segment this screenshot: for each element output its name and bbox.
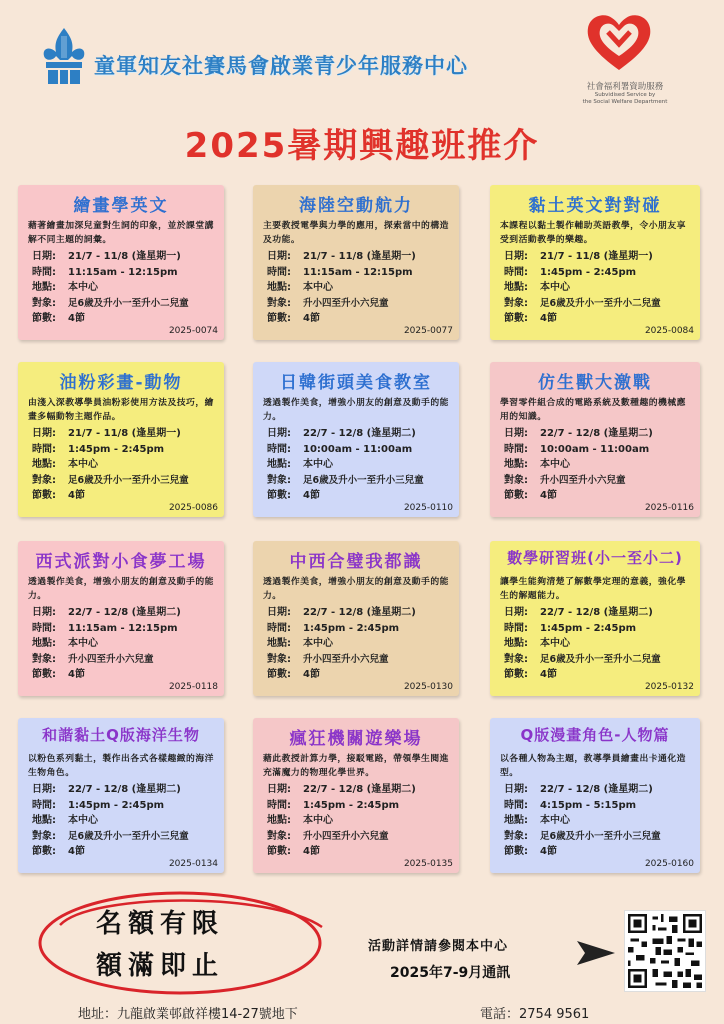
course-place-label: 地點:: [504, 459, 528, 470]
course-time-label: 時間:: [504, 799, 528, 811]
course-place-row: [267, 457, 453, 473]
course-target-label: 對象:: [504, 297, 528, 309]
course-target-row: [32, 296, 218, 312]
course-time-row: [267, 265, 453, 281]
course-date-label: 日期:: [504, 784, 528, 795]
course-date-row: [267, 426, 453, 442]
course-sessions-value: 4節: [68, 846, 85, 857]
course-time-label: 時間:: [32, 622, 56, 634]
course-card: [253, 185, 459, 340]
course-time-value: 10:00am - 11:00am: [303, 443, 413, 455]
course-place-value: 本中心: [540, 815, 570, 826]
course-description: 學習零件組合成的電路系統及數種趣的機械應用的知識。: [500, 398, 686, 422]
qr-code[interactable]: [624, 910, 706, 992]
course-sessions-label: 節數:: [504, 669, 528, 680]
course-target-value: 足6歲及升小一至升小三兒童: [68, 474, 189, 486]
course-target-label: 對象:: [267, 653, 291, 665]
course-info: [32, 605, 218, 683]
course-time-row: [267, 798, 453, 814]
course-target-label: 對象:: [267, 830, 291, 842]
course-time-value: 1:45pm - 2:45pm: [68, 443, 165, 455]
course-target-label: 對象:: [32, 297, 56, 309]
course-date-value: 22/7 - 12/8 (逢星期二): [540, 428, 653, 439]
course-sessions-value: 4節: [68, 669, 85, 680]
course-time-row: [504, 265, 694, 281]
course-description: 主要教授電學與力學的應用，探索當中的構造及功能。: [263, 221, 449, 245]
course-title: 黏土英文對對碰: [528, 196, 662, 216]
course-place-label: 地點:: [504, 638, 528, 649]
course-place-value: 本中心: [540, 638, 570, 649]
course-place-row: [504, 813, 694, 829]
course-time-value: 4:15pm - 5:15pm: [540, 799, 637, 811]
course-date-value: 22/7 - 12/8 (逢星期二): [303, 784, 416, 795]
course-date-value: 21/7 - 11/8 (逢星期一): [540, 251, 653, 262]
course-place-row: [504, 457, 694, 473]
course-info: [267, 605, 453, 683]
course-target-value: 足6歲及升小一至升小三兒童: [303, 474, 424, 486]
course-target-value: 升小四至升小六兒童: [303, 297, 389, 309]
course-date-value: 21/7 - 11/8 (逢星期一): [303, 251, 416, 262]
swd-label-en: [570, 92, 680, 106]
course-date-label: 日期:: [32, 607, 56, 618]
course-time-label: 時間:: [32, 799, 56, 811]
page-title: 2025暑期興趣班推介: [184, 126, 540, 166]
course-sessions-label: 節數:: [32, 669, 56, 680]
course-date-label: 日期:: [504, 251, 528, 262]
course-description: 透過製作美食，增強小朋友的創意及動手的能力。: [263, 398, 449, 422]
course-info: [32, 782, 218, 860]
scout-fleur-de-lis-logo: [40, 26, 88, 86]
course-date-row: [32, 249, 218, 265]
course-card: [253, 541, 459, 696]
course-sessions-row: [267, 844, 453, 860]
course-sessions-row: [504, 667, 694, 683]
course-card: [253, 718, 459, 873]
course-time-value: 10:00am - 11:00am: [540, 443, 650, 455]
footer-address: 地址：九龍啟業邨啟祥樓14-27號地下: [78, 1007, 298, 1022]
course-time-row: [32, 798, 218, 814]
course-place-value: 本中心: [68, 638, 98, 649]
course-card: [490, 718, 700, 873]
course-card: [490, 185, 700, 340]
footer-telephone: 電話：2754 9561: [480, 1007, 590, 1022]
header: [0, 0, 724, 110]
course-time-label: 時間:: [267, 443, 291, 455]
organization-name: 童軍知友社賽馬會啟業青少年服務中心: [94, 54, 468, 78]
course-sessions-value: 4節: [303, 669, 320, 680]
course-date-label: 日期:: [504, 607, 528, 618]
course-time-value: 1:45pm - 2:45pm: [540, 266, 637, 278]
course-place-label: 地點:: [267, 638, 291, 649]
course-target-label: 對象:: [32, 474, 56, 486]
course-target-row: [267, 652, 453, 668]
course-place-value: 本中心: [540, 282, 570, 293]
course-time-row: [504, 621, 694, 637]
course-code: 2025-0160: [644, 859, 694, 869]
course-title: 瘋狂機關遊樂場: [289, 729, 423, 749]
course-time-row: [32, 442, 218, 458]
course-target-row: [504, 829, 694, 845]
course-sessions-row: [267, 311, 453, 327]
swd-label-cn: 社會福利署資助服務: [586, 82, 664, 92]
course-date-value: 22/7 - 12/8 (逢星期二): [68, 784, 181, 795]
course-sessions-value: 4節: [68, 490, 85, 501]
course-title: 海陸空動航力: [299, 196, 413, 216]
course-description: 藉著繪畫加深兒童對生詞的印象，並於課堂講解不同主題的詞彙。: [28, 221, 214, 245]
course-place-value: 本中心: [68, 459, 98, 470]
course-title: 和諧黏土Q版海洋生物: [42, 726, 200, 744]
course-code: 2025-0130: [403, 682, 453, 692]
course-target-label: 對象:: [267, 474, 291, 486]
course-description: 以粉色系列黏土，製作出各式各樣趣緻的海洋生物角色。: [28, 754, 214, 778]
course-date-label: 日期:: [267, 784, 291, 795]
course-code: 2025-0110: [403, 503, 453, 513]
course-time-label: 時間:: [504, 622, 528, 634]
course-place-label: 地點:: [267, 282, 291, 293]
course-sessions-row: [32, 311, 218, 327]
course-info: [504, 782, 694, 860]
course-description: 由淺入深教導學員油粉彩使用方法及技巧，繪畫多幅動物主題作品。: [28, 398, 214, 422]
course-code: 2025-0086: [168, 503, 218, 513]
course-sessions-row: [504, 844, 694, 860]
course-target-value: 升小四至升小六兒童: [68, 653, 154, 665]
course-place-row: [32, 636, 218, 652]
limited-quota-notice: [30, 885, 350, 1000]
course-time-label: 時間:: [504, 266, 528, 278]
course-title: 繪畫學英文: [73, 196, 169, 216]
course-info: [267, 426, 453, 504]
course-target-row: [504, 652, 694, 668]
course-date-row: [504, 605, 694, 621]
course-date-label: 日期:: [267, 428, 291, 439]
course-time-value: 11:15am - 12:15pm: [303, 266, 413, 278]
course-place-row: [267, 813, 453, 829]
course-time-value: 1:45pm - 2:45pm: [68, 799, 165, 811]
course-code: 2025-0134: [168, 859, 218, 869]
course-card: [490, 541, 700, 696]
course-time-label: 時間:: [267, 799, 291, 811]
course-target-value: 足6歲及升小一至升小三兒童: [68, 830, 189, 842]
course-time-value: 1:45pm - 2:45pm: [540, 622, 637, 634]
course-place-row: [32, 457, 218, 473]
course-target-label: 對象:: [504, 474, 528, 486]
course-sessions-row: [32, 667, 218, 683]
swd-heart-logo: [584, 10, 654, 74]
course-card: [253, 362, 459, 517]
course-place-row: [504, 636, 694, 652]
course-date-row: [504, 782, 694, 798]
course-target-row: [267, 296, 453, 312]
course-info: [504, 605, 694, 683]
course-place-value: 本中心: [68, 815, 98, 826]
course-target-row: [504, 473, 694, 489]
course-sessions-label: 節數:: [267, 313, 291, 324]
course-card: [18, 718, 224, 873]
course-target-value: 足6歲及升小一至升小二兒童: [68, 297, 189, 309]
course-title: 數學研習班(小一至小二): [507, 549, 683, 567]
course-time-label: 時間:: [267, 266, 291, 278]
course-target-label: 對象:: [504, 653, 528, 665]
course-date-label: 日期:: [32, 428, 56, 439]
course-target-row: [267, 473, 453, 489]
course-sessions-row: [267, 667, 453, 683]
course-sessions-row: [32, 844, 218, 860]
course-target-row: [32, 652, 218, 668]
course-sessions-row: [267, 488, 453, 504]
course-time-row: [32, 265, 218, 281]
course-time-row: [504, 798, 694, 814]
course-code: 2025-0116: [644, 503, 694, 513]
course-info: [504, 249, 694, 327]
course-time-value: 1:45pm - 2:45pm: [303, 622, 400, 634]
course-time-value: 1:45pm - 2:45pm: [303, 799, 400, 811]
course-time-label: 時間:: [32, 443, 56, 455]
course-card: [18, 362, 224, 517]
course-card: [18, 185, 224, 340]
course-card: [490, 362, 700, 517]
course-target-label: 對象:: [267, 297, 291, 309]
course-sessions-label: 節數:: [32, 490, 56, 501]
course-sessions-row: [504, 311, 694, 327]
course-target-row: [32, 829, 218, 845]
course-description: 透過製作美食，增強小朋友的創意及動手的能力。: [28, 577, 214, 601]
course-sessions-value: 4節: [303, 490, 320, 501]
course-info: [32, 249, 218, 327]
course-code: 2025-0077: [403, 326, 453, 336]
course-sessions-value: 4節: [540, 669, 557, 680]
course-title: Q版漫畫角色-人物篇: [520, 726, 670, 744]
swd-label-en-2: the Social Welfare Department: [582, 99, 668, 105]
course-target-row: [32, 473, 218, 489]
course-sessions-value: 4節: [303, 846, 320, 857]
course-time-value: 11:15am - 12:15pm: [68, 622, 178, 634]
course-description: 藉此教授計算力學，接駁電路，帶領學生閱進充滿魔力的物理化學世界。: [263, 754, 449, 778]
course-place-row: [504, 280, 694, 296]
course-date-label: 日期:: [32, 251, 56, 262]
course-place-label: 地點:: [267, 459, 291, 470]
course-sessions-value: 4節: [68, 313, 85, 324]
course-sessions-value: 4節: [540, 313, 557, 324]
course-time-row: [267, 621, 453, 637]
course-place-label: 地點:: [32, 459, 56, 470]
course-info: [267, 782, 453, 860]
limited-line-1: 名額有限: [95, 909, 224, 939]
course-time-value: 11:15am - 12:15pm: [68, 266, 178, 278]
course-date-label: 日期:: [504, 428, 528, 439]
course-target-value: 升小四至升小六兒童: [540, 474, 626, 486]
swd-label-en-1: Subvidised Service by: [594, 92, 656, 98]
course-date-value: 22/7 - 12/8 (逢星期二): [303, 428, 416, 439]
course-sessions-label: 節數:: [32, 846, 56, 857]
course-place-row: [32, 813, 218, 829]
course-place-label: 地點:: [32, 638, 56, 649]
course-place-row: [267, 280, 453, 296]
course-target-row: [504, 296, 694, 312]
course-title: 日韓街頭美食教室: [280, 373, 432, 393]
course-target-label: 對象:: [32, 653, 56, 665]
course-place-value: 本中心: [303, 638, 333, 649]
course-sessions-value: 4節: [303, 313, 320, 324]
course-sessions-row: [504, 488, 694, 504]
course-code: 2025-0118: [168, 682, 218, 692]
course-date-label: 日期:: [267, 607, 291, 618]
course-date-row: [267, 782, 453, 798]
course-place-value: 本中心: [303, 815, 333, 826]
course-card: [18, 541, 224, 696]
course-code: 2025-0074: [168, 326, 218, 336]
course-place-label: 地點:: [504, 282, 528, 293]
course-title: 油粉彩畫-動物: [59, 373, 183, 393]
course-target-label: 對象:: [32, 830, 56, 842]
course-date-value: 21/7 - 11/8 (逢星期一): [68, 251, 181, 262]
course-time-label: 時間:: [32, 266, 56, 278]
course-sessions-value: 4節: [540, 490, 557, 501]
course-date-row: [32, 426, 218, 442]
arrow-right-icon: [575, 935, 619, 971]
course-target-row: [267, 829, 453, 845]
course-sessions-row: [32, 488, 218, 504]
info-line-1: 活動詳情請參閱本中心: [368, 939, 509, 954]
course-sessions-label: 節數:: [267, 669, 291, 680]
course-date-value: 22/7 - 12/8 (逢星期二): [540, 784, 653, 795]
course-place-value: 本中心: [540, 459, 570, 470]
course-sessions-label: 節數:: [504, 490, 528, 501]
course-target-value: 足6歲及升小一至升小三兒童: [540, 830, 661, 842]
course-target-value: 升小四至升小六兒童: [303, 653, 389, 665]
course-info: [504, 426, 694, 504]
course-time-label: 時間:: [267, 622, 291, 634]
course-time-row: [504, 442, 694, 458]
course-date-value: 22/7 - 12/8 (逢星期二): [540, 607, 653, 618]
course-time-row: [32, 621, 218, 637]
course-description: 以各種人物為主題，教導學員繪畫出卡通化造型。: [500, 754, 686, 778]
course-code: 2025-0135: [403, 859, 453, 869]
course-description: 讓學生能夠清楚了解數學定理的意義，強化學生的解題能力。: [500, 577, 686, 601]
course-code: 2025-0084: [644, 326, 694, 336]
course-date-row: [504, 426, 694, 442]
course-target-value: 升小四至升小六兒童: [303, 830, 389, 842]
course-time-label: 時間:: [504, 443, 528, 455]
course-place-value: 本中心: [303, 459, 333, 470]
course-date-row: [504, 249, 694, 265]
course-sessions-label: 節數:: [504, 313, 528, 324]
course-date-row: [267, 249, 453, 265]
course-info: [267, 249, 453, 327]
course-place-label: 地點:: [32, 815, 56, 826]
course-place-label: 地點:: [267, 815, 291, 826]
course-sessions-label: 節數:: [267, 490, 291, 501]
course-target-label: 對象:: [504, 830, 528, 842]
course-description: 本課程以黏土製作輔助英語教學，令小朋友享受到活動教學的樂趣。: [500, 221, 686, 245]
course-title: 西式派對小食夢工場: [35, 552, 207, 572]
course-date-row: [267, 605, 453, 621]
course-time-row: [267, 442, 453, 458]
course-date-label: 日期:: [267, 251, 291, 262]
course-date-label: 日期:: [32, 784, 56, 795]
course-sessions-label: 節數:: [267, 846, 291, 857]
limited-line-2: 額滿即止: [95, 951, 224, 981]
course-info: [32, 426, 218, 504]
course-title: 中西合璧我都識: [289, 552, 423, 572]
course-date-row: [32, 605, 218, 621]
course-place-value: 本中心: [303, 282, 333, 293]
course-title: 仿生獸大激戰: [538, 373, 652, 393]
course-sessions-label: 節數:: [32, 313, 56, 324]
course-place-value: 本中心: [68, 282, 98, 293]
course-sessions-value: 4節: [540, 846, 557, 857]
info-line-2: 2025年7-9月通訊: [390, 965, 511, 981]
course-target-value: 足6歲及升小一至升小二兒童: [540, 297, 661, 309]
course-place-label: 地點:: [32, 282, 56, 293]
course-date-row: [32, 782, 218, 798]
course-date-value: 22/7 - 12/8 (逢星期二): [68, 607, 181, 618]
course-date-value: 22/7 - 12/8 (逢星期二): [303, 607, 416, 618]
course-date-value: 21/7 - 11/8 (逢星期一): [68, 428, 181, 439]
course-place-row: [267, 636, 453, 652]
course-place-row: [32, 280, 218, 296]
course-code: 2025-0132: [644, 682, 694, 692]
course-place-label: 地點:: [504, 815, 528, 826]
course-sessions-label: 節數:: [504, 846, 528, 857]
course-target-value: 足6歲及升小一至升小二兒童: [540, 653, 661, 665]
course-description: 透過製作美食，增強小朋友的創意及動手的能力。: [263, 577, 449, 601]
